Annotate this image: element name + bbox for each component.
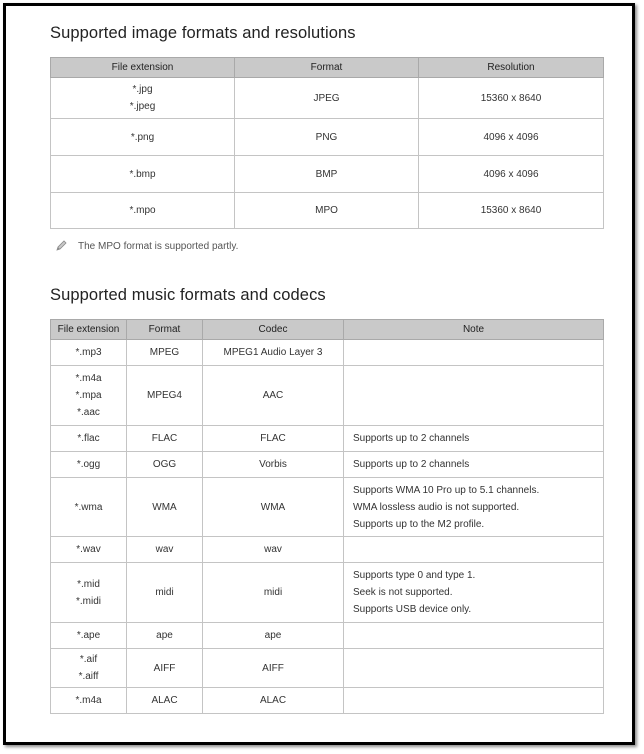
note-cell: [344, 623, 604, 649]
codec-cell: FLAC: [203, 426, 344, 452]
ext-value: *.aac: [77, 407, 100, 418]
table-row: [51, 119, 604, 156]
codec-cell: AAC: [203, 366, 344, 426]
note-cell: Supports up to 2 channels: [344, 452, 604, 478]
ext-value: *.m4a: [75, 373, 102, 384]
note-text: The MPO format is supported partly.: [78, 240, 239, 252]
resolution-cell: 4096 x 4096: [419, 156, 604, 193]
codec-cell: midi: [203, 563, 344, 623]
ext-value: *.midi: [75, 595, 101, 607]
note-cell: [344, 537, 604, 563]
table-row: [51, 366, 604, 426]
format-cell: midi: [127, 563, 203, 623]
format-cell: PNG: [235, 119, 419, 156]
codec-cell: Vorbis: [203, 452, 344, 478]
music-formats-title: Supported music formats and codecs: [50, 286, 326, 304]
format-cell: MPO: [235, 193, 419, 229]
table-row: [51, 688, 604, 714]
pencil-icon: [54, 239, 68, 253]
note-line: Supports WMA 10 Pro up to 5.1 channels.: [353, 484, 540, 496]
note-cell: [344, 340, 604, 366]
note-cell: [344, 649, 604, 688]
format-cell: wav: [127, 537, 203, 563]
ext-cell: *.ogg: [51, 452, 127, 478]
format-cell: FLAC: [127, 426, 203, 452]
resolution-cell: 4096 x 4096: [419, 119, 604, 156]
table-row: [51, 78, 604, 119]
format-cell: ape: [127, 623, 203, 649]
table-header-row: [51, 320, 604, 340]
table-row: [51, 563, 604, 623]
note-line: WMA lossless audio is not supported.: [353, 501, 520, 513]
format-cell: WMA: [127, 478, 203, 537]
format-cell: AIFF: [127, 649, 203, 688]
note-cell: [344, 688, 604, 714]
table-row: [51, 623, 604, 649]
note-line: Supports USB device only.: [353, 604, 472, 615]
header-format: Format: [127, 320, 203, 340]
codec-cell: wav: [203, 537, 344, 563]
ext-value: *.jpg: [132, 84, 153, 95]
table-row: [51, 426, 604, 452]
ext-cell: *.mpo: [51, 193, 235, 229]
image-formats-title: Supported image formats and resolutions: [50, 24, 356, 42]
header-codec: Codec: [203, 320, 344, 340]
ext-value: *.aif: [79, 654, 98, 665]
note-line: Supports type 0 and type 1.: [353, 570, 476, 581]
ext-cell: *.flac: [51, 426, 127, 452]
table-header-row: [51, 58, 604, 78]
header-note: Note: [344, 320, 604, 340]
ext-value: *.aiff: [78, 671, 99, 682]
note-line: Supports up to the M2 profile.: [353, 518, 485, 530]
resolution-cell: 15360 x 8640: [419, 193, 604, 229]
note-line: Seek is not supported.: [353, 587, 453, 598]
format-cell: ALAC: [127, 688, 203, 714]
ext-value: *.mid: [77, 578, 100, 590]
table-row: [51, 452, 604, 478]
format-cell: BMP: [235, 156, 419, 193]
table-row: [51, 478, 604, 537]
mpo-note: [54, 238, 238, 254]
table-row: [51, 156, 604, 193]
ext-cell: *.wma: [51, 478, 127, 537]
note-cell: [344, 563, 604, 623]
ext-cell: *.bmp: [51, 156, 235, 193]
table-row: [51, 649, 604, 688]
codec-cell: ALAC: [203, 688, 344, 714]
table-row: [51, 537, 604, 563]
header-file-extension: File extension: [51, 58, 235, 78]
codec-cell: ape: [203, 623, 344, 649]
ext-cell: [51, 78, 235, 119]
format-cell: MPEG: [127, 340, 203, 366]
ext-cell: [51, 563, 127, 623]
codec-cell: MPEG1 Audio Layer 3: [203, 340, 344, 366]
ext-cell: *.m4a: [51, 688, 127, 714]
codec-cell: WMA: [203, 478, 344, 537]
table-row: [51, 340, 604, 366]
ext-cell: *.ape: [51, 623, 127, 649]
resolution-cell: 15360 x 8640: [419, 78, 604, 119]
note-cell: Supports up to 2 channels: [344, 426, 604, 452]
codec-cell: AIFF: [203, 649, 344, 688]
ext-value: *.mpa: [75, 390, 102, 401]
ext-cell: *.wav: [51, 537, 127, 563]
header-format: Format: [235, 58, 419, 78]
note-cell: [344, 366, 604, 426]
ext-cell: *.mp3: [51, 340, 127, 366]
ext-cell: [51, 649, 127, 688]
format-cell: JPEG: [235, 78, 419, 119]
ext-cell: *.png: [51, 119, 235, 156]
header-resolution: Resolution: [419, 58, 604, 78]
ext-cell: [51, 366, 127, 426]
ext-value: *.jpeg: [129, 101, 156, 112]
header-file-extension: File extension: [51, 320, 127, 340]
note-cell: [344, 478, 604, 537]
image-formats-table: [50, 57, 604, 229]
music-formats-table: [50, 319, 604, 714]
format-cell: MPEG4: [127, 366, 203, 426]
format-cell: OGG: [127, 452, 203, 478]
table-row: [51, 193, 604, 229]
